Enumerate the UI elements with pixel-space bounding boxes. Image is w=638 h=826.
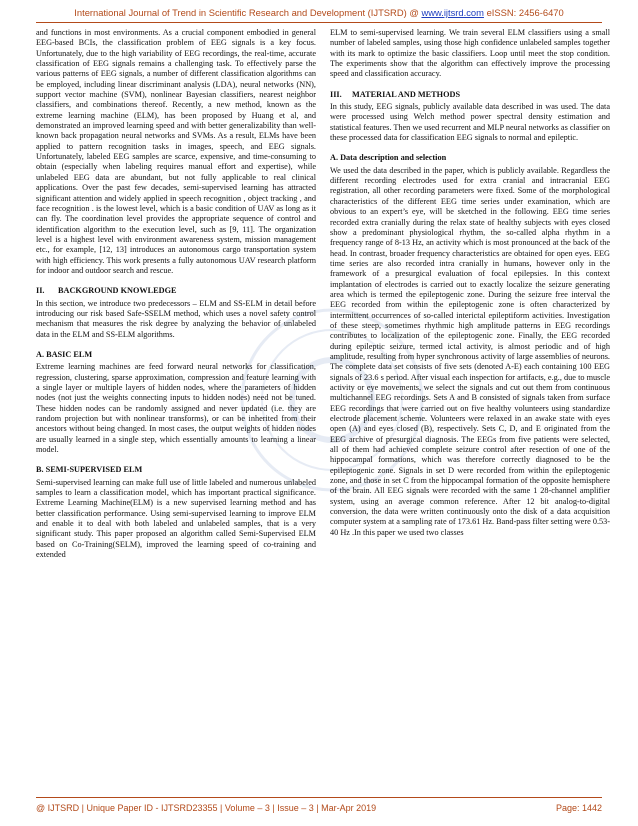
header-rule — [36, 22, 602, 23]
section-heading-materials — [330, 90, 610, 100]
paragraph: In this study, EEG signals, publicly available data described in was used. The data were processed using Welch method power spectral density estimation and statistical features. Then we used recurrent and MLP neural networks as classifier on these processed data for classification EEG signals to normal and epileptic. — [330, 102, 610, 143]
subsection-heading-data-description: A. Data description and selection — [330, 153, 447, 163]
journal-header — [0, 7, 638, 18]
paragraph: ELM to semi-supervised learning. We train several ELM classifiers using a small number of labeled samples, using those high confidence unlabeled samples together with its mark to optimize the basic classifiers. Loop until meet the stop condition. The experiments show that the algorithm can effectively improve the processing speed and classification accuracy. — [330, 28, 610, 79]
footer-paper-info: @ IJTSRD | Unique Paper ID - IJTSRD23355 | Volume – 3 | Issue – 3 | Mar-Apr 2019 — [36, 803, 377, 813]
page-number: Page: 1442 — [555, 803, 602, 813]
paragraph: and functions in most environments. As a crucial component embodied in general EEG-based BCIs, the classification problem of EEG signals is a key focus. Unfortunately, due to the high variability of EEG recordings, the real-time, accurate classification of EEG signals remains a challenging task. To effectively parse the various patterns of EEG signals, a number of different classification algorithms can be employed, including linear discriminant analysis (LDA), neural networks (NN), support vector machine (SVM), nonlinear Bayesian classifiers, nearest neighbor classifiers, and combinations thereof. Recently, a new method, known as the extreme learning machine (ELM), has been proposed by Huang et al, and demonstrated an improved learning speed and with better generalizability than well-known back propagation neural networks and SVMs. As a result, ELMs have been applied to pattern recognition tasks in images, speech, and EEG signals. Unfortunately, labeled EEG samples are scarce, expensive, and time-consuming to obtain (especially when labeling requires manual effort and expertise), while unlabeled EEG data are abundant, but not fully applicable to real clinical applications. Over the past few decades, semi-supervised learning has attracted significant attention and widely applied in speech recognition , object tracking , and face recognition . is the lowest level, which is a basic condition of UAV as long as it can fly. The coordination level provides the appropriate sequence of control and identification algorithm to the execution level, such as [9, 11]. The organization level is a highest level with environment awareness system, mission management etc., for example, [12, 13] introduces an autonomous cargo transportation system with high efficiency. This work presents a fully autonomous UAV research platform for indoor and outdoor search and rescue. — [36, 28, 316, 275]
section-title: BACKGROUND KNOWLEDGE — [58, 286, 177, 296]
paragraph: Extreme learning machines are feed forward neural networks for classification, regression, clustering, sparse approximation, compression and feature learning with a single layer or multiple layers of hidden nodes, where the parameters of hidden nodes (not just the weights connecting inputs to hidden nodes) need not be tuned. These hidden nodes can be randomly assigned and never updated (i.e. they are random projection but with nonlinear transforms), or can be inherited from their ancestors without being changed. In most cases, the output weights of hidden nodes are usually learned in a single step, which essentially amounts to learning a linear model. — [36, 362, 316, 455]
section-title: MATERIAL AND METHODS — [352, 89, 461, 99]
page-footer — [36, 803, 602, 813]
subsection-heading-semi-supervised-elm: B. SEMI-SUPERVISED ELM — [36, 465, 143, 475]
paragraph: In this section, we introduce two predecessors – ELM and SS-ELM in detail before introducing our risk based Safe-SSELM method, which uses a novel safety control mechanism that measures the risk degree by analyzing the behavior of unlabeled data in the ELM and SS-ELM algorithms. — [36, 298, 316, 339]
footer-rule — [36, 797, 602, 798]
journal-name: International Journal of Trend in Scientific Research and Development (IJTSRD) @ — [74, 7, 422, 18]
journal-site-link[interactable]: www.ijtsrd.com — [421, 7, 484, 18]
section-number: II. — [36, 286, 45, 296]
section-number: III. — [330, 89, 342, 99]
section-heading-background — [36, 286, 316, 296]
journal-issn: eISSN: 2456-6470 — [483, 7, 564, 18]
paragraph: Semi-supervised learning can make full use of little labeled and numerous unlabeled samples to learn a classification model, which has important practical significance. Extreme Learning Machine(ELM) is a new supervised learning method and has better classification performance. Using semi-supervised learning to improve ELM and enable it to deal with both labeled and unlabeled samples, that is a very significant study. This paper proposed an algorithm called Semi-Supervised ELM based on Co-Training(SELM), improved the learning speed of co-training and extended — [36, 477, 316, 560]
paragraph: We used the data described in the paper, which is publicly available. Regardless the different recording electrodes used for extra cranial and intracranial EEG registration, all other recording parameters were fixed. Some of the morphological characteristics of the different EEG time series under examination, which are obvious to an expert’s eye, will be sketched in the following. EEG time series recorded extra cranially during the relax state of healthy subjects with eyes closed show a predominant physiological rhythm, the so-called alpha rhythm in a frequency range of 8-13 Hz, an activity which is most pronounced at the back of the head. In contrast, broader frequency characteristics are obtained for open eyes. EEG time series are also recorded intra cranially in humans, however only in the framework of a presurgical evaluation of focal epilepsies. In this context implantation of electrodes is carried out to exactly localize the seizure generating area which is termed the epileptogenic zone. During the seizure free interval the EEG recorded from within the epileptogenic zone is often characterized by intermittent occurrences of so-called interictal epileptiform activities. Investigation of these steep, sometimes rhythmic high amplitude patterns in EEG recordings contributes to localization of the epileptogenic zone. Finally, the EEG recorded during epileptic seizure, termed ictal activity, is almost periodic and of high amplitude, resulting from hyper synchronous activity of large assemblies of neurons. The complete data set consists of five sets (denoted A-E) each containing 100 EEG signals of 23.6 s period. After visual each inspection for artifacts, e.g., due to muscle activity or eye movements, we select the signals and cut out them from continuous multichannel EEG recordings. Sets A and B consisted of signals taken from surface EEG recordings that were carried out on five healthy volunteers using standardize electrode placement scheme. Volunteers were relaxed in an awake state with eyes open (A) and eyes closed (B), respectively. Sets C, D, and E originated from the EEG archive of presurgical diagnosis. The EEGs from five patients were selected, all of them had achieved complete seizure control after resection of one of the hippocampal formations, which was therefore correctly diagnosed to be the epileptogenic zone. Signals in set D were recorded from within the epileptogenic zone, and those in set C from the hippocampal formation of the opposite hemisphere of the brain. All EEG signals were recorded with the same 1 28-channel amplifier system, using an average common reference. After 12 bit analog-to-digital conversion, the data were written continuously onto the disk of a data acquisition computer system at a sampling rate of 173.61 Hz. Band-pass filter setting were 0.53-40 Hz .In this paper we used two classes — [330, 165, 610, 537]
subsection-heading-basic-elm: A. BASIC ELM — [36, 349, 93, 359]
left-column — [36, 28, 316, 788]
right-column — [330, 28, 610, 788]
